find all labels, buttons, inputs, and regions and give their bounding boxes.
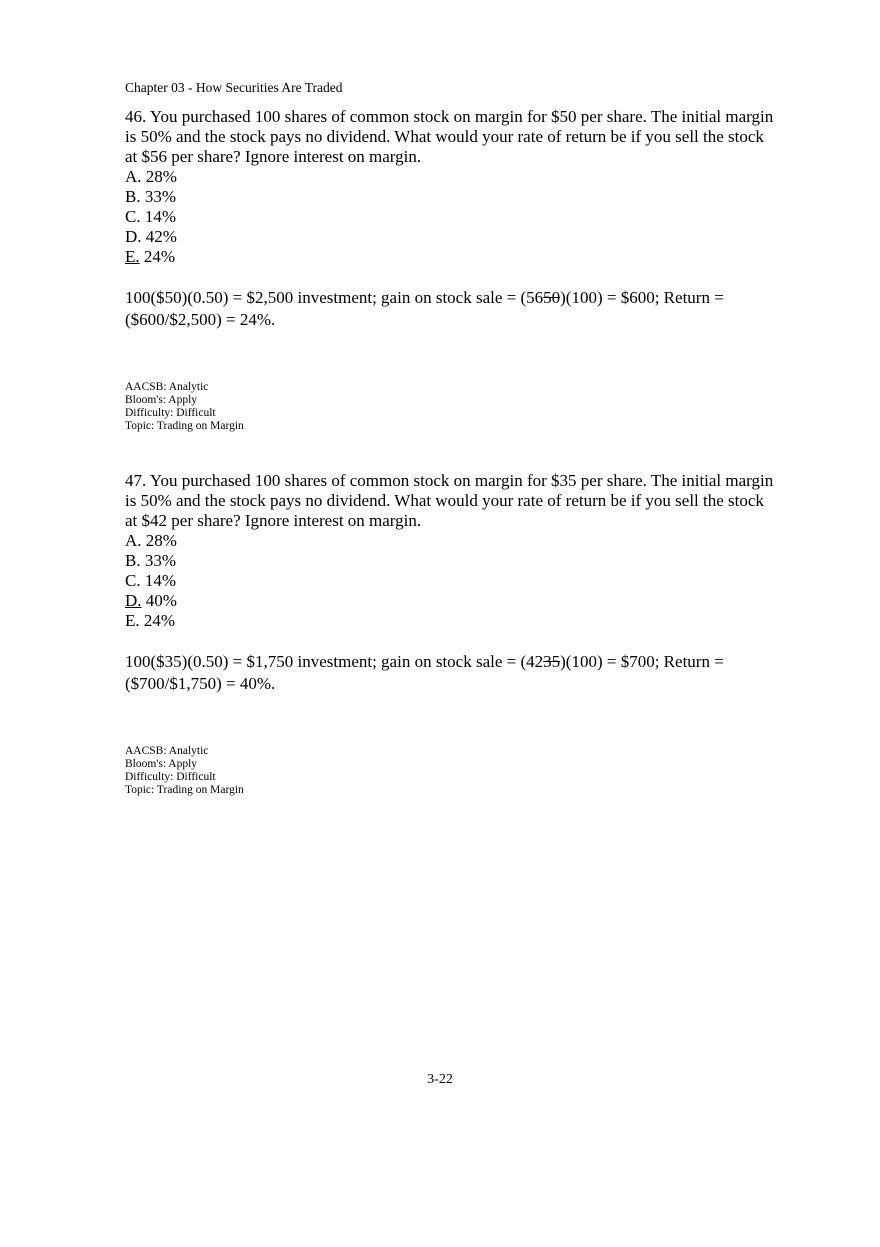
answer-choices bbox=[125, 167, 775, 267]
question-metadata bbox=[125, 745, 244, 797]
question-46 bbox=[125, 107, 775, 331]
question-stem: 47. You purchased 100 shares of common stock on margin for $35 per share. The initial margin is 50% and the stock pays no dividend. What would your rate of return be if you sell the stock at $42 per share? Ignore interest on margin. bbox=[125, 471, 774, 530]
choice-d bbox=[125, 591, 775, 611]
choice-e bbox=[125, 611, 775, 631]
choice-a bbox=[125, 167, 775, 187]
choice-letter: C. bbox=[125, 571, 141, 590]
solution-text bbox=[125, 287, 775, 331]
choice-letter: C. bbox=[125, 207, 141, 226]
solution-part: )(100) = $600; Return = ($600/$2,500) = 24%. bbox=[125, 288, 724, 329]
topic-tag: Topic: Trading on Margin bbox=[125, 784, 244, 796]
question-47 bbox=[125, 471, 775, 695]
aacsb-tag: AACSB: Analytic bbox=[125, 745, 209, 757]
choice-text: 28% bbox=[141, 167, 177, 186]
solution-text bbox=[125, 651, 775, 695]
choice-text: 24% bbox=[139, 247, 176, 266]
choice-letter: B. bbox=[125, 551, 141, 570]
choice-letter: E. bbox=[125, 611, 140, 630]
struck-text: 35 bbox=[543, 652, 561, 671]
answer-choices bbox=[125, 531, 775, 631]
choice-letter: A. bbox=[125, 531, 142, 550]
choice-text: 14% bbox=[140, 571, 177, 590]
choice-text: 42% bbox=[141, 227, 177, 246]
choice-letter: B. bbox=[125, 187, 141, 206]
choice-b bbox=[125, 187, 775, 207]
correct-answer-letter: D. bbox=[125, 591, 142, 610]
page-number: 3-22 bbox=[427, 1072, 453, 1087]
choice-text: 33% bbox=[140, 551, 177, 570]
choice-text: 14% bbox=[140, 207, 177, 226]
blooms-tag: Bloom's: Apply bbox=[125, 758, 198, 770]
difficulty-tag: Difficulty: Difficult bbox=[125, 771, 216, 783]
difficulty-tag: Difficulty: Difficult bbox=[125, 407, 216, 419]
solution-part: 100($35)(0.50) = $1,750 investment; gain on stock sale = (42 bbox=[125, 652, 544, 671]
choice-d bbox=[125, 227, 775, 247]
solution-part: 100($50)(0.50) = $2,500 investment; gain on stock sale = (56 bbox=[125, 288, 544, 307]
question-metadata bbox=[125, 381, 244, 433]
choice-e bbox=[125, 247, 775, 267]
chapter-header: Chapter 03 - How Securities Are Traded bbox=[125, 80, 343, 95]
choice-c bbox=[125, 571, 775, 591]
correct-answer-letter: E. bbox=[125, 247, 140, 266]
blooms-tag: Bloom's: Apply bbox=[125, 394, 198, 406]
question-stem: 46. You purchased 100 shares of common stock on margin for $50 per share. The initial margin is 50% and the stock pays no dividend. What would your rate of return be if you sell the stock at $56 per share? Ignore interest on margin. bbox=[125, 107, 774, 166]
choice-letter: A. bbox=[125, 167, 142, 186]
struck-text: 50 bbox=[543, 288, 561, 307]
choice-b bbox=[125, 551, 775, 571]
solution-part: )(100) = $700; Return = ($700/$1,750) = 40%. bbox=[125, 652, 724, 693]
choice-text: 28% bbox=[141, 531, 177, 550]
aacsb-tag: AACSB: Analytic bbox=[125, 381, 209, 393]
choice-a bbox=[125, 531, 775, 551]
choice-text: 24% bbox=[139, 611, 176, 630]
choice-text: 33% bbox=[140, 187, 177, 206]
choice-c bbox=[125, 207, 775, 227]
choice-letter: D. bbox=[125, 227, 142, 246]
choice-text: 40% bbox=[141, 591, 177, 610]
topic-tag: Topic: Trading on Margin bbox=[125, 420, 244, 432]
